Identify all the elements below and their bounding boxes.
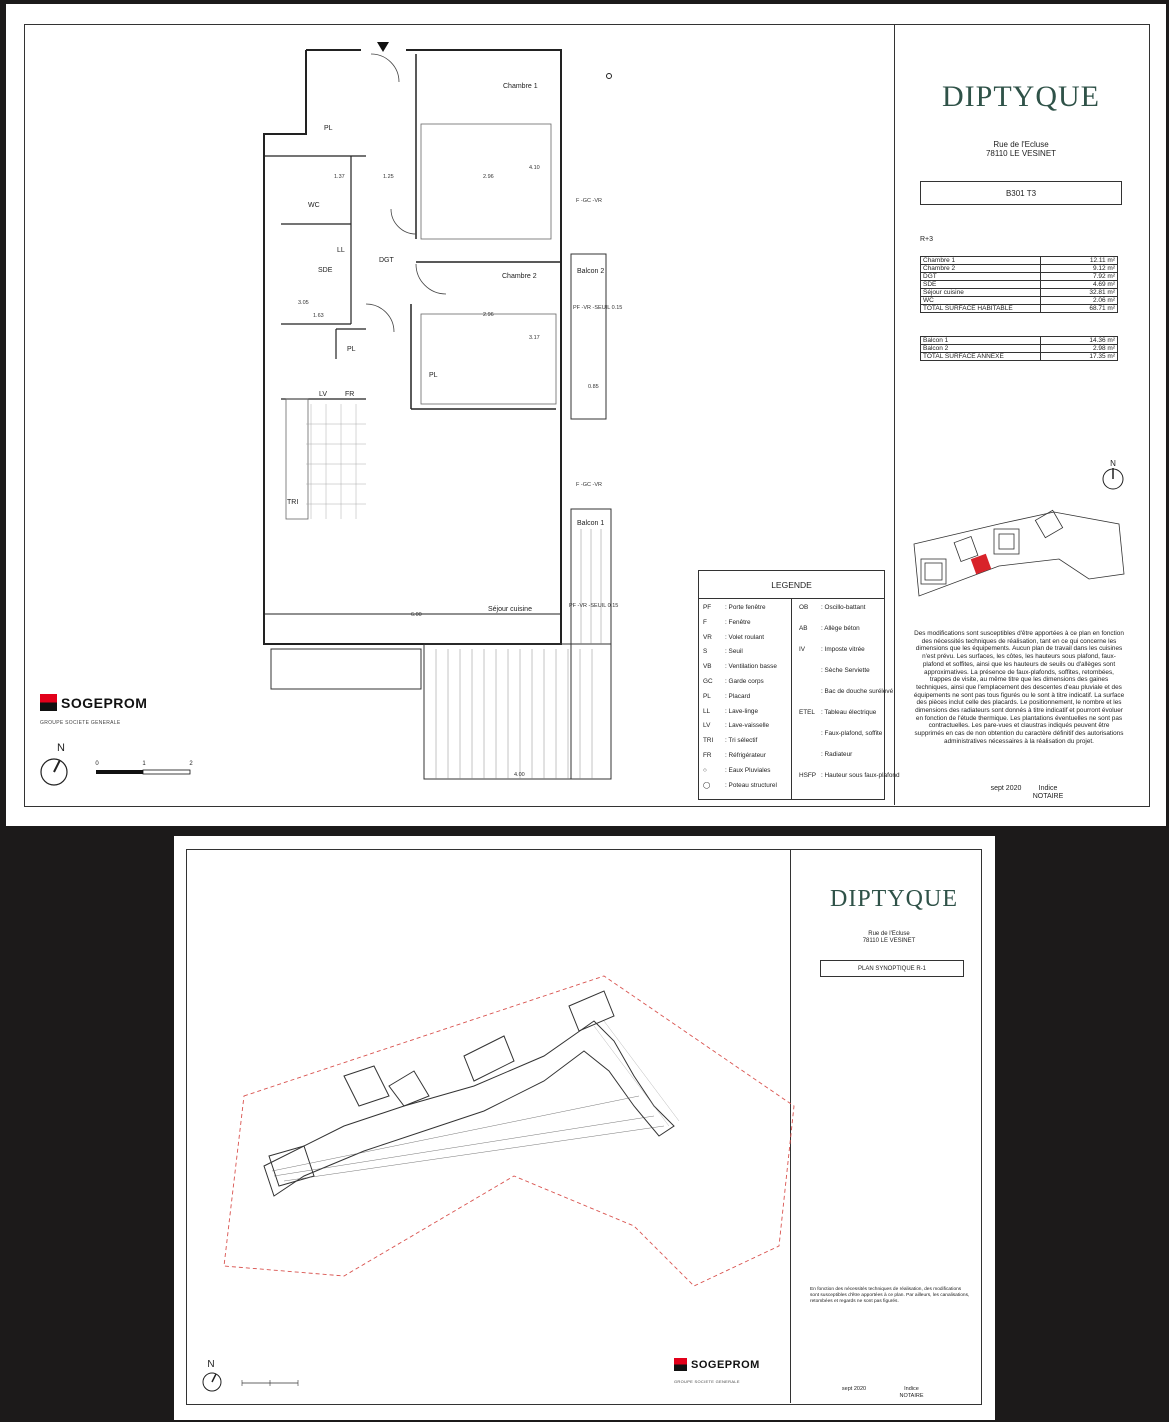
legend-text: : Ventilation basse — [725, 663, 777, 671]
legend-item — [703, 737, 757, 745]
legend-text: : Sèche Serviette — [821, 667, 870, 674]
legend-text: : Placard — [725, 692, 751, 700]
window-annotation: PF -VR -SEUIL 0.15 — [573, 305, 623, 311]
surface-label: DGT — [921, 273, 1041, 281]
legend-item — [799, 751, 852, 759]
surface-value: 4.69 m² — [1041, 281, 1118, 289]
surface-row — [921, 265, 1118, 273]
surface-label: WC — [921, 297, 1041, 305]
legend-item — [703, 782, 777, 790]
indice-label: Indice — [1038, 785, 1058, 792]
sogeprom-subtitle: GROUPE SOCIETE GENERALE — [40, 720, 121, 726]
legend-item — [799, 772, 900, 780]
scale-bar — [242, 1380, 302, 1386]
legend-code: HSFP — [799, 772, 817, 779]
legend-text: : Fenêtre — [725, 618, 751, 626]
surface-label: Chambre 2 — [921, 265, 1041, 273]
legend-item — [703, 663, 777, 671]
legend-item — [703, 648, 743, 656]
room-label: PL — [429, 372, 438, 379]
entry-arrow-icon — [377, 42, 389, 52]
legend-text: : Allège béton — [821, 625, 860, 632]
annex-surface-table — [920, 336, 1118, 361]
date-label: sept 2020 — [841, 1386, 867, 1392]
legend-code: TRI — [703, 737, 714, 745]
surface-value: 2.06 m² — [1041, 297, 1118, 305]
legend-text: : Poteau structurel — [725, 781, 777, 789]
surface-value: 9.12 m² — [1041, 265, 1118, 273]
dimension: 4.10 — [529, 165, 540, 171]
legend-code: PF — [703, 604, 712, 611]
surface-value: 32.81 m² — [1041, 289, 1118, 297]
legend-code: ◯ — [703, 781, 711, 789]
room-label: Balcon 2 — [577, 268, 605, 275]
legend-item — [703, 752, 766, 760]
legend-code: OB — [799, 604, 809, 611]
key-plan — [909, 504, 1129, 604]
dimension: 3.05 — [298, 300, 309, 306]
surface-value: 17.35 m² — [1041, 353, 1118, 361]
legend-code: LL — [703, 707, 711, 715]
legend-code: FR — [703, 752, 712, 759]
dimension: 2.96 — [483, 174, 494, 180]
room-label: SDE — [318, 267, 333, 274]
legend-code: GC — [703, 678, 713, 685]
legend-code: VB — [703, 663, 712, 671]
legend-code: IV — [799, 646, 806, 653]
legend-item — [703, 708, 758, 716]
legend-text: : Lave-vaisselle — [725, 722, 770, 730]
dimension: 6.00 — [411, 612, 422, 618]
synoptic-plan-sheet — [174, 836, 995, 1420]
surface-value: 68.71 m² — [1041, 305, 1118, 313]
room-label: Balcon 1 — [577, 520, 605, 527]
surface-row — [921, 257, 1118, 265]
surface-table — [920, 256, 1118, 313]
synoptic-note: En fonction des nécessités techniques de réalisation, des modifications sont susceptibles d'être apportées à ce plan. Par ailleurs, les canalisations, retombées et regards ne sont pas figurés. — [810, 1287, 970, 1304]
surface-row — [921, 345, 1118, 353]
legend-item — [799, 709, 876, 717]
surface-label: SDE — [921, 281, 1041, 289]
surface-label: TOTAL SURFACE ANNEXE — [921, 353, 1041, 361]
scale-label: 2 — [189, 761, 193, 767]
legend-item — [799, 667, 870, 675]
surface-value: 2.98 m² — [1041, 345, 1118, 353]
address-line2: 78110 LE VESINET — [862, 938, 916, 944]
address-line1: Rue de l'Ecluse — [868, 931, 910, 937]
surface-value: 12.11 m² — [1041, 257, 1118, 265]
window-annotation: F -GC -VR — [576, 482, 602, 488]
notaire-label: NOTAIRE — [899, 1393, 924, 1399]
room-label: PL — [324, 125, 333, 132]
legend-text: : Tri sélectif — [725, 737, 758, 745]
sogeprom-logo — [674, 1358, 760, 1371]
dimension: 1.25 — [383, 174, 394, 180]
legend-text: : Bac de douche surélevé — [821, 688, 894, 695]
legend-item — [703, 767, 770, 775]
legend-item — [703, 619, 751, 627]
scale-label: 1 — [142, 761, 146, 767]
sogeprom-logo — [40, 694, 147, 711]
surface-label: Chambre 1 — [921, 257, 1041, 265]
sogeprom-logo-mark — [674, 1358, 687, 1371]
date-label: sept 2020 — [990, 785, 1022, 792]
address-line1: Rue de l'Ecluse — [993, 140, 1049, 149]
legend-item — [799, 730, 882, 738]
legend-text: : Faux-plafond, soffite — [821, 730, 883, 737]
surface-value: 14.36 m² — [1041, 337, 1118, 345]
legend-item — [799, 646, 865, 654]
legend-text: : Lave-linge — [725, 707, 759, 715]
room-label: LV — [319, 391, 328, 398]
sogeprom-wordmark: SOGEPROM — [61, 694, 148, 711]
floor-plan-drawing — [6, 4, 623, 804]
address-line2: 78110 LE VESINET — [985, 149, 1057, 158]
surface-row — [921, 289, 1118, 297]
north-label: N — [1110, 459, 1116, 468]
room-label: Chambre 1 — [503, 83, 538, 90]
floor-label: R+3 — [920, 236, 934, 243]
legend-code: F — [703, 618, 707, 626]
legend-code: ○ — [703, 766, 707, 774]
dimension: 1.63 — [313, 313, 324, 319]
north-arrow-icon — [202, 1372, 224, 1394]
legend-item — [799, 625, 860, 633]
legend-text: : Radiateur — [821, 751, 853, 758]
legend-title: LEGENDE — [699, 571, 884, 599]
surface-label: TOTAL SURFACE HABITABLE — [921, 305, 1041, 313]
room-label: PL — [347, 346, 356, 353]
dimension: 4.00 — [514, 772, 525, 778]
surface-label: Balcon 2 — [921, 345, 1041, 353]
site-boundary — [224, 976, 794, 1286]
legend-text: : Réfrigérateur — [725, 752, 766, 759]
plan-title-box: PLAN SYNOPTIQUE R-1 — [820, 960, 964, 977]
brand-logo: DIPTYQUE — [942, 80, 1100, 113]
dimension: 2.96 — [483, 312, 494, 318]
north-arrow-icon — [1102, 468, 1126, 492]
surface-label: Séjour cuisine — [921, 289, 1041, 297]
sogeprom-logo-mark — [40, 694, 57, 711]
window-annotation: F -GC -VR — [576, 198, 602, 204]
legend-item — [799, 688, 893, 696]
legend-text: : Tableau électrique — [821, 709, 877, 716]
dimension: 3.17 — [529, 335, 540, 341]
room-label: WC — [308, 202, 320, 209]
legend-text: : Porte fenêtre — [725, 604, 766, 611]
legend-item — [799, 604, 865, 612]
room-label: TRI — [287, 499, 299, 506]
surface-row — [921, 273, 1118, 281]
legend-text: : Oscillo-battant — [821, 604, 866, 611]
surface-value: 7.92 m² — [1041, 273, 1118, 281]
legend-text: : Seuil — [725, 648, 743, 656]
legend-item — [703, 604, 766, 612]
exterior-wall — [264, 50, 561, 644]
title-block-divider — [894, 24, 895, 805]
legend-box — [698, 570, 900, 800]
notaire-label: NOTAIRE — [1032, 793, 1064, 800]
room-label: Séjour cuisine — [488, 606, 532, 613]
indice-label: Indice — [904, 1386, 919, 1392]
north-label: N — [57, 742, 65, 754]
north-arrow-icon — [40, 758, 70, 788]
legend-text: : Volet roulant — [725, 633, 765, 641]
surface-row — [921, 353, 1118, 361]
surface-row — [921, 297, 1118, 305]
lot-box: B301 T3 — [920, 181, 1122, 205]
room-label: LL — [337, 247, 345, 254]
legend-code: S — [703, 648, 708, 656]
brand-logo: DIPTYQUE — [830, 886, 958, 912]
sogeprom-wordmark: SOGEPROM — [691, 1358, 760, 1371]
legend-code: AB — [799, 625, 808, 632]
legend-text: : Hauteur sous faux-plafond — [821, 772, 900, 779]
legend-code: ETEL — [799, 709, 815, 716]
legend-text: : Imposte vitrée — [821, 646, 865, 653]
dimension: 0.85 — [588, 384, 599, 390]
surface-label: Balcon 1 — [921, 337, 1041, 345]
sogeprom-subtitle: GROUPE SOCIETE GENERALE — [674, 1379, 740, 1384]
floor-plan-sheet — [6, 4, 1166, 826]
window-annotation: PF -VR -SEUIL 0.15 — [569, 603, 619, 609]
scale-label: 0 — [95, 761, 99, 767]
surface-row — [921, 281, 1118, 289]
north-label: N — [207, 1359, 215, 1370]
legend-code: VR — [703, 633, 712, 641]
legend-item — [703, 722, 769, 730]
surface-row — [921, 305, 1118, 313]
legend-text: : Garde corps — [725, 678, 764, 685]
room-label: Chambre 2 — [502, 273, 537, 280]
scale-bar — [96, 768, 206, 778]
legend-code: LV — [703, 722, 711, 730]
legend-item — [703, 678, 764, 686]
disclaimer-text: Des modifications sont susceptibles d'être apportées à ce plan en fonction des nécessités techniques de réalisation, tant en ce qui concerne les dimensions que les équipements. Aucun plan de travail dans les cuisines n'est prévu. Les surfaces, les côtes, les hauteurs sous plafond, faux-plafond et soffites, ainsi que les hauteurs de seuils ou d'allèges sont approximatives. La présence de faux-plafonds, soffites, retombées, trappes de visite, au même titre que les dimensions des gaines techniques, ainsi que l'emplacement des descentes d'eau pluviale et des équipements ne sont pas tous figurés ou le sont à titre indicatif. La surface des pièces inclut celle des placards. Le positionnement, le nombre et les dimensions des radiateurs sont donnés à titre indicatif et pourront évoluer en fonction de l'étude thermique. Les plantations éventuelles ne sont pas contractuelles. Les pare-vues et claustras indiqués peuvent être supprimés en cas de non obtention du caractère définitif des autorisations administratives nécessaires à la réalisation du projet. — [913, 630, 1125, 745]
legend-item — [703, 693, 750, 701]
legend-text: : Eaux Pluviales — [725, 766, 771, 774]
legend-code: PL — [703, 692, 711, 700]
surface-row — [921, 337, 1118, 345]
dimension: 1.37 — [334, 174, 345, 180]
site-plan-drawing — [214, 976, 814, 1306]
legend-item — [703, 634, 764, 642]
room-label: FR — [345, 391, 355, 398]
room-label: DGT — [379, 257, 394, 264]
